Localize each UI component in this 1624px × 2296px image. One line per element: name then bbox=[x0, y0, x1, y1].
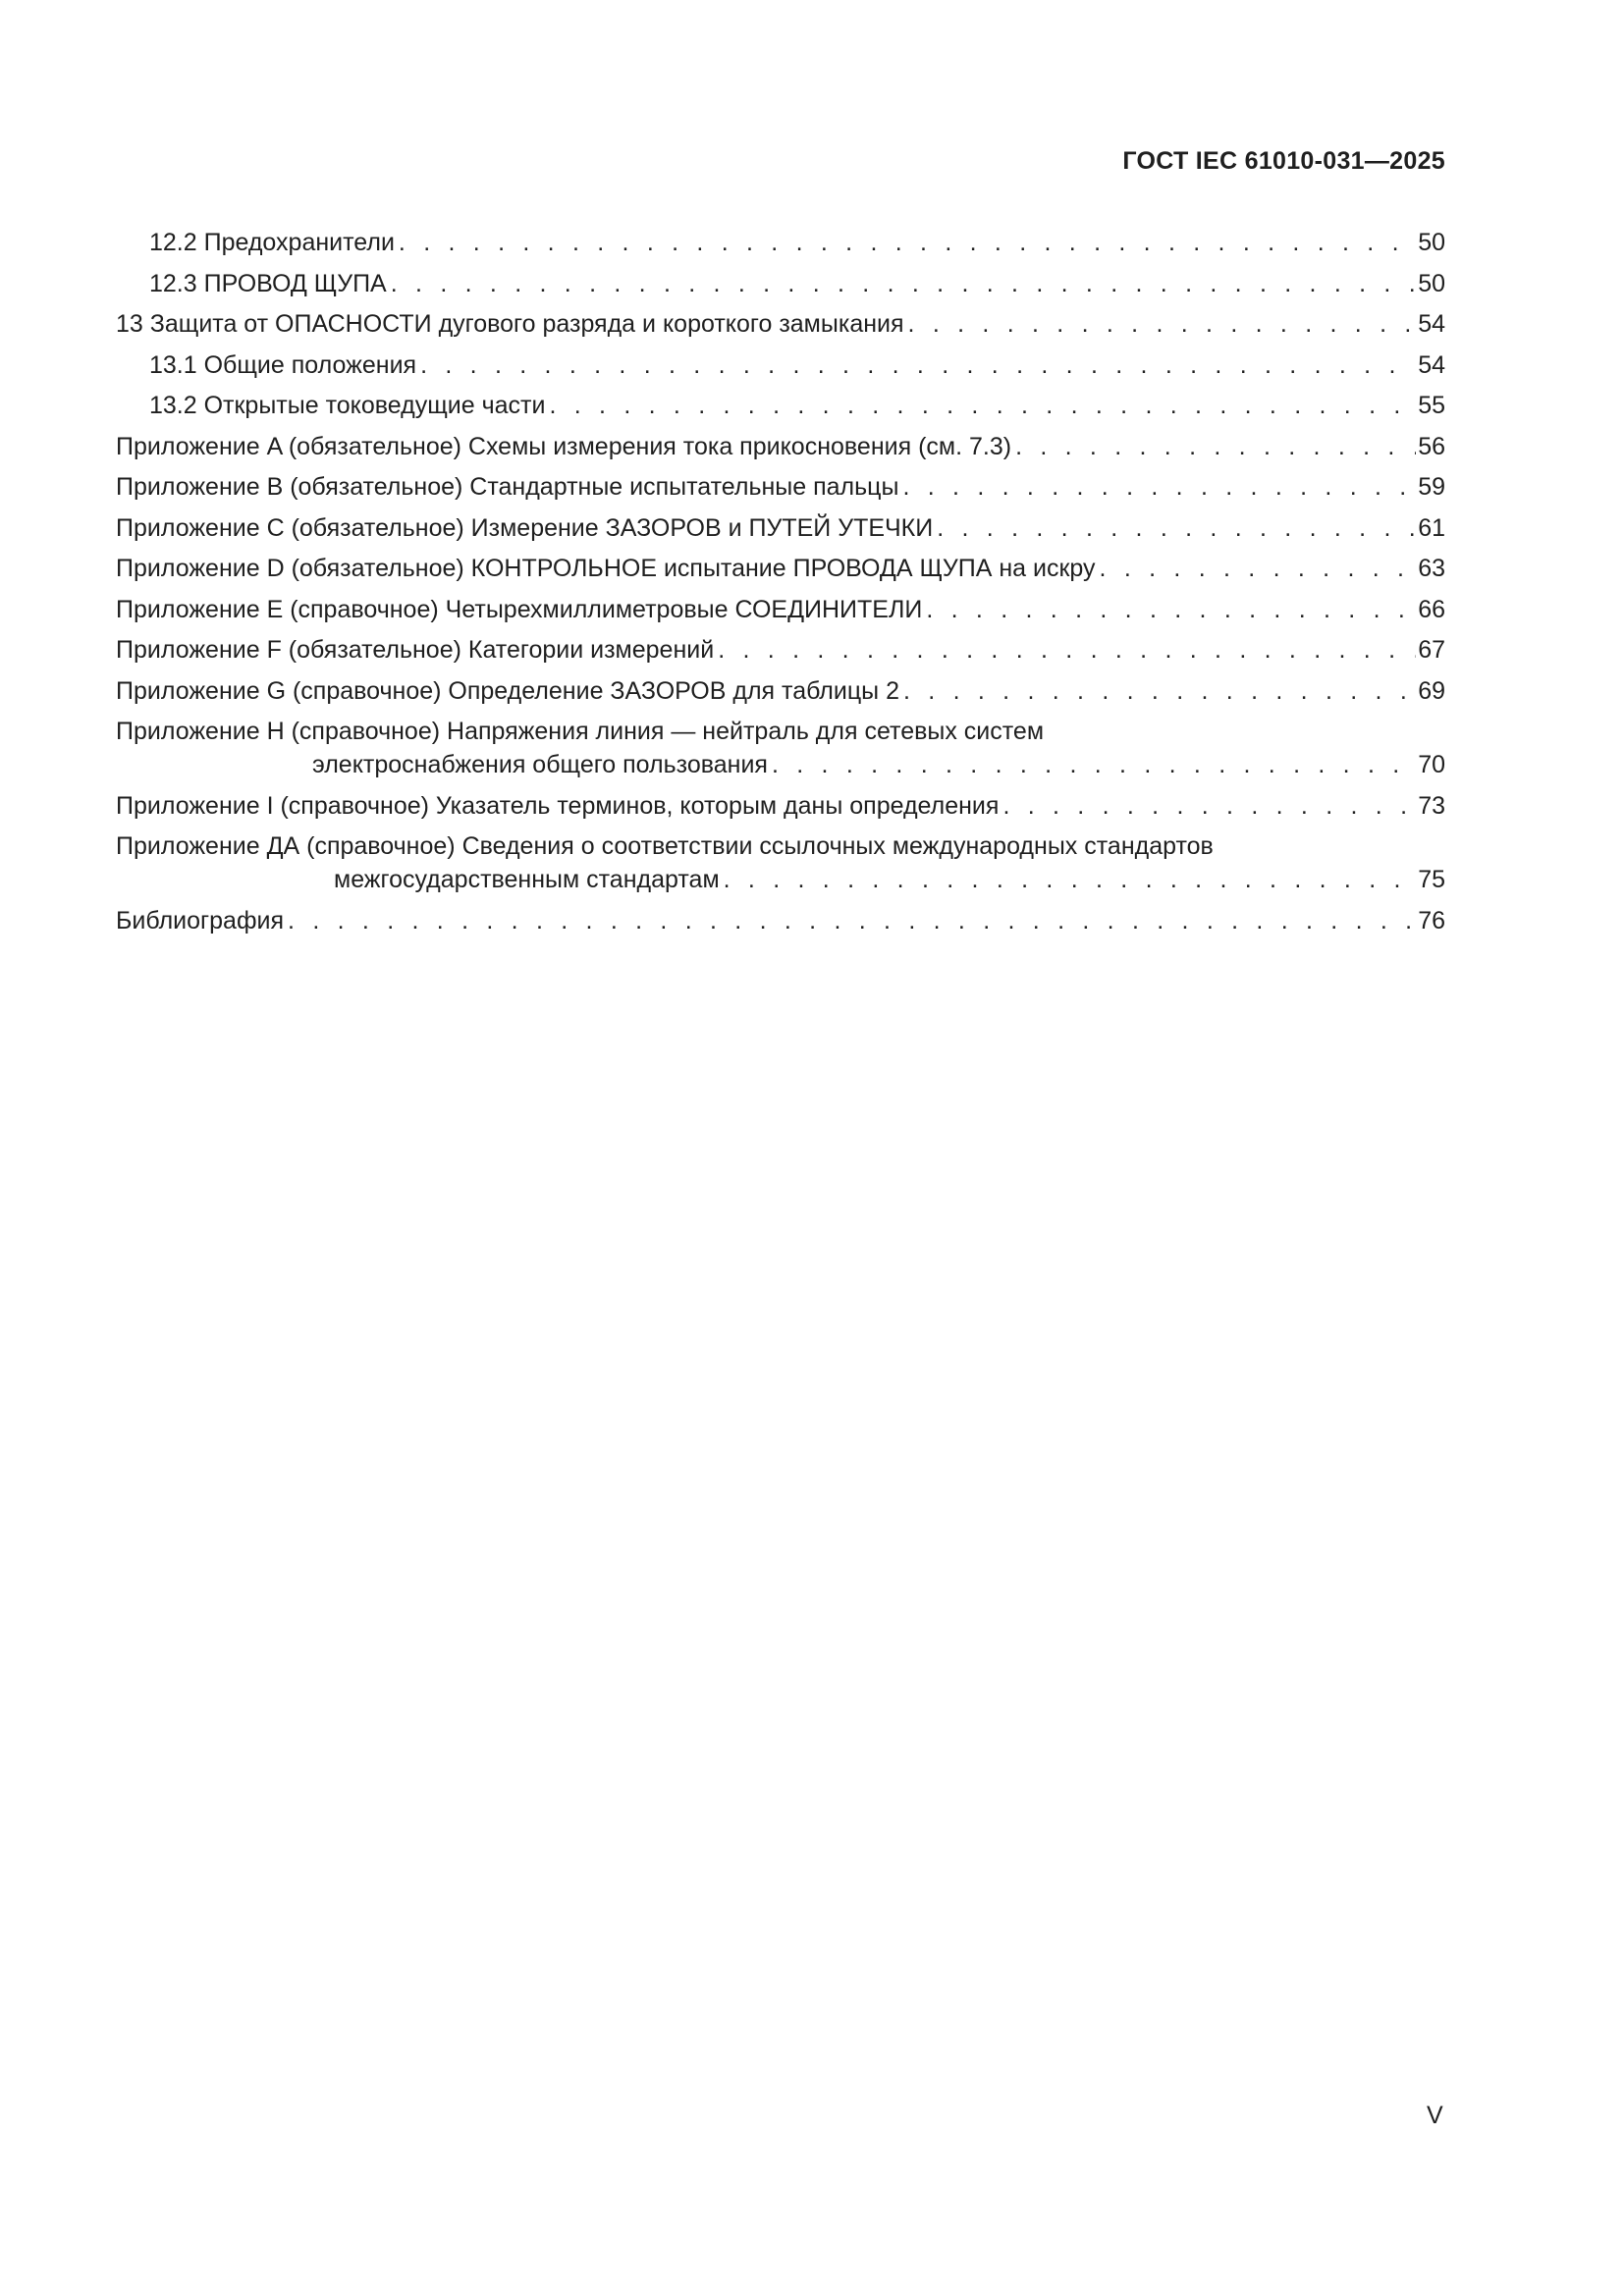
toc-entry-title: Приложение H (справочное) Напряжения линия — нейтраль для сетевых систем bbox=[116, 718, 1045, 745]
toc-page-number: 66 bbox=[1418, 595, 1445, 623]
toc-page-number: 75 bbox=[1418, 866, 1445, 893]
toc-entry-12-3[interactable] bbox=[116, 267, 1445, 308]
toc-page-number: 59 bbox=[1418, 473, 1445, 501]
toc-entry-bibliography[interactable] bbox=[116, 904, 1445, 945]
toc-entry-title: Приложение D (обязательное) КОНТРОЛЬНОЕ испытание ПРОВОДА ЩУПА на искру bbox=[116, 555, 1096, 582]
toc-entry-13-2[interactable] bbox=[116, 389, 1445, 430]
toc-entry-title-continuation: межгосударственным стандартам bbox=[334, 866, 720, 893]
toc-entry-annex-b[interactable] bbox=[116, 470, 1445, 511]
toc-entry-title: Библиография bbox=[116, 906, 285, 934]
toc-entry-13-1[interactable] bbox=[116, 348, 1445, 390]
toc-page-number: 73 bbox=[1418, 791, 1445, 820]
toc-leader-dots bbox=[1100, 552, 1417, 585]
toc-page-number: 63 bbox=[1418, 555, 1445, 582]
toc-leader-dots bbox=[399, 226, 1416, 259]
toc-entry-title-continuation: электроснабжения общего пользования bbox=[312, 751, 768, 778]
toc-entry-title: Приложение G (справочное) Определение ЗАЗОРОВ для таблицы 2 bbox=[116, 676, 899, 705]
toc-page-number: 76 bbox=[1418, 906, 1445, 934]
toc-entry-title: Приложение E (справочное) Четырехмиллиметровые СОЕДИНИТЕЛИ bbox=[116, 595, 923, 623]
toc-leader-dots bbox=[1015, 430, 1416, 463]
toc-entry-title: Приложение ДА (справочное) Сведения о соответствии ссылочных международных стандартов bbox=[116, 832, 1214, 860]
toc-entry-title: Приложение A (обязательное) Схемы измерения тока прикосновения (см. 7.3) bbox=[116, 432, 1012, 460]
toc-entry-title: Приложение B (обязательное) Стандартные испытательные пальцы bbox=[116, 473, 899, 501]
toc-leader-dots bbox=[908, 307, 1417, 341]
toc-leader-dots bbox=[724, 863, 1417, 896]
toc-entry-13[interactable] bbox=[116, 307, 1445, 348]
toc-page-number: 67 bbox=[1418, 636, 1445, 664]
toc-entry-annex-a[interactable] bbox=[116, 430, 1445, 471]
toc-page-number: 50 bbox=[1418, 229, 1445, 256]
toc-page-number: 50 bbox=[1418, 269, 1445, 297]
toc-leader-dots bbox=[549, 389, 1416, 422]
toc-page-number: 54 bbox=[1418, 310, 1445, 338]
toc-leader-dots bbox=[1002, 789, 1416, 823]
toc-leader-dots bbox=[937, 511, 1416, 545]
toc-leader-dots bbox=[772, 748, 1416, 781]
document-code-header: ГОСТ IEC 61010-031—2025 bbox=[1122, 147, 1445, 175]
toc-leader-dots bbox=[420, 348, 1416, 382]
toc-page-number: 69 bbox=[1418, 676, 1445, 705]
toc-leader-dots bbox=[903, 674, 1416, 708]
toc-page-number: 55 bbox=[1418, 392, 1445, 419]
toc-entry-12-2[interactable] bbox=[116, 226, 1445, 267]
toc-entry-title: Приложение C (обязательное) Измерение ЗАЗОРОВ и ПУТЕЙ УТЕЧКИ bbox=[116, 513, 934, 542]
toc-entry-title: 12.3 ПРОВОД ЩУПА bbox=[149, 269, 387, 297]
toc-leader-dots bbox=[926, 593, 1416, 626]
toc-page-number: 56 bbox=[1418, 432, 1445, 460]
toc-entry-annex-f[interactable] bbox=[116, 633, 1445, 674]
toc-entry-title: 13.2 Открытые токоведущие части bbox=[149, 392, 546, 419]
toc-entry-annex-da[interactable] bbox=[116, 829, 1445, 904]
toc-entry-annex-c[interactable] bbox=[116, 511, 1445, 553]
toc-entry-title: Приложение I (справочное) Указатель терминов, которым даны определения bbox=[116, 791, 1000, 820]
table-of-contents bbox=[116, 226, 1445, 944]
toc-entry-title: 12.2 Предохранители bbox=[149, 229, 395, 256]
toc-page-number: 61 bbox=[1418, 513, 1445, 542]
toc-leader-dots bbox=[902, 470, 1416, 504]
toc-page-number: 54 bbox=[1418, 350, 1445, 379]
toc-leader-dots bbox=[288, 904, 1416, 937]
toc-entry-title: Приложение F (обязательное) Категории измерений bbox=[116, 636, 715, 664]
toc-entry-annex-i[interactable] bbox=[116, 789, 1445, 830]
toc-entry-annex-h[interactable] bbox=[116, 715, 1445, 789]
toc-entry-title: 13 Защита от ОПАСНОСТИ дугового разряда и короткого замыкания bbox=[116, 310, 904, 338]
toc-entry-annex-d[interactable] bbox=[116, 552, 1445, 593]
toc-page-number: 70 bbox=[1418, 751, 1445, 778]
toc-entry-annex-g[interactable] bbox=[116, 674, 1445, 716]
page-number-footer: V bbox=[1427, 2102, 1443, 2129]
toc-leader-dots bbox=[391, 267, 1416, 300]
toc-leader-dots bbox=[718, 633, 1416, 667]
toc-entry-title: 13.1 Общие положения bbox=[149, 350, 417, 379]
toc-entry-annex-e[interactable] bbox=[116, 593, 1445, 634]
